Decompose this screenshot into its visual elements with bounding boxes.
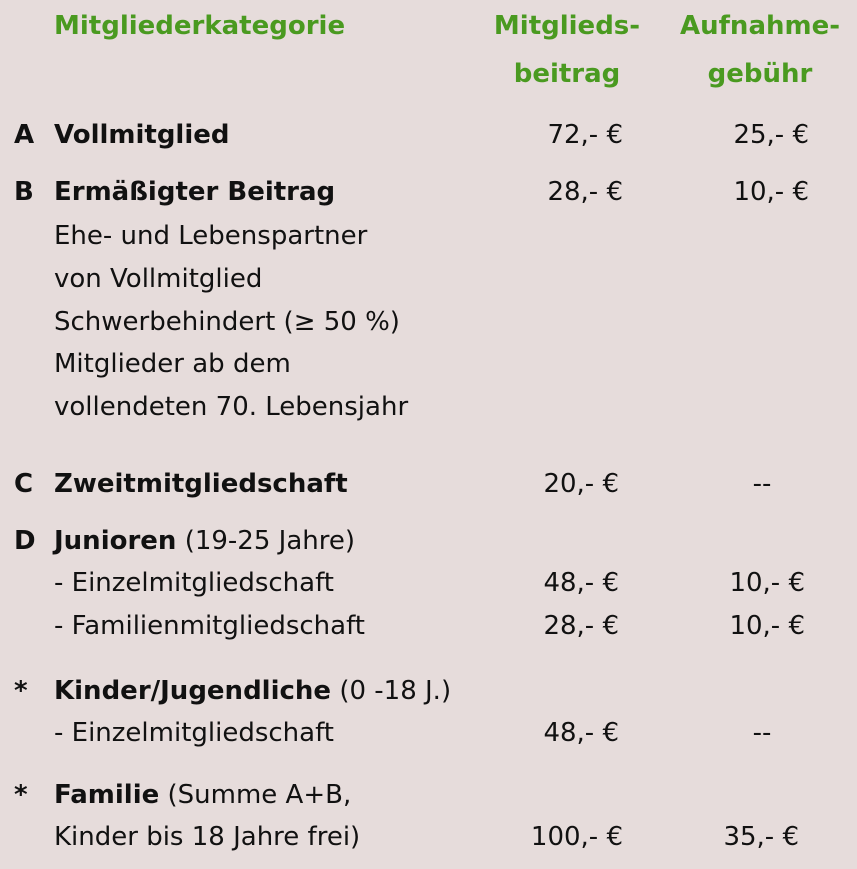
row-d-sub1-admission: 10,- €: [729, 568, 805, 598]
row-d-title-line: [54, 528, 355, 554]
row-family-admission: 35,- €: [723, 822, 799, 852]
header-fee-line1: Mitglieds-: [493, 11, 641, 41]
row-b-line: von Vollmitglied: [54, 264, 263, 294]
row-b-line: Ehe- und Lebenspartner: [54, 221, 368, 251]
header-category: Mitgliederkategorie: [54, 11, 346, 41]
row-b-line: Mitglieder ab dem: [54, 349, 291, 379]
row-kids-marker: *: [14, 676, 28, 706]
row-kids-title-line: [54, 678, 451, 704]
row-kids-sub1-admission: --: [752, 718, 772, 748]
header-fee-line2: beitrag: [513, 59, 621, 89]
row-a-fee: 72,- €: [547, 120, 623, 150]
row-c-letter: C: [14, 469, 34, 499]
header-admission-line1: Aufnahme-: [679, 11, 841, 41]
row-kids-age-range: (0 -18 J.): [331, 676, 452, 706]
row-c-title: Zweitmitgliedschaft: [54, 469, 348, 499]
row-b-title: Ermäßigter Beitrag: [54, 177, 336, 207]
row-kids-title: Kinder/Jugendliche: [54, 676, 332, 706]
row-d-sub1-label: - Einzelmitgliedschaft: [54, 568, 334, 598]
row-b-fee: 28,- €: [547, 177, 623, 207]
row-family-note: (Summe A+B,: [159, 780, 352, 810]
row-d-age-range: (19-25 Jahre): [176, 526, 355, 556]
row-d-sub2-fee: 28,- €: [543, 611, 619, 641]
row-kids-sub1-label: - Einzelmitgliedschaft: [54, 718, 334, 748]
row-a-letter: A: [14, 120, 35, 150]
row-d-sub1-fee: 48,- €: [543, 568, 619, 598]
row-d-title: Junioren: [54, 526, 177, 556]
row-c-admission: --: [752, 469, 772, 499]
row-b-letter: B: [14, 177, 34, 207]
row-family-marker: *: [14, 780, 28, 810]
row-d-letter: D: [14, 526, 36, 556]
row-a-admission: 25,- €: [733, 120, 809, 150]
row-family-title-line: [54, 782, 351, 808]
header-admission-line2: gebühr: [707, 59, 813, 89]
row-family-fee: 100,- €: [530, 822, 623, 852]
row-b-line: vollendeten 70. Lebensjahr: [54, 392, 409, 422]
row-d-sub2-label: - Familienmitgliedschaft: [54, 611, 365, 641]
row-b-line: Schwerbehindert (≥ 50 %): [54, 307, 400, 337]
row-family-line2: Kinder bis 18 Jahre frei): [54, 822, 361, 852]
row-family-title: Familie: [54, 780, 160, 810]
row-a-title: Vollmitglied: [54, 120, 230, 150]
row-kids-sub1-fee: 48,- €: [543, 718, 619, 748]
row-c-fee: 20,- €: [543, 469, 619, 499]
row-b-admission: 10,- €: [733, 177, 809, 207]
row-d-sub2-admission: 10,- €: [729, 611, 805, 641]
